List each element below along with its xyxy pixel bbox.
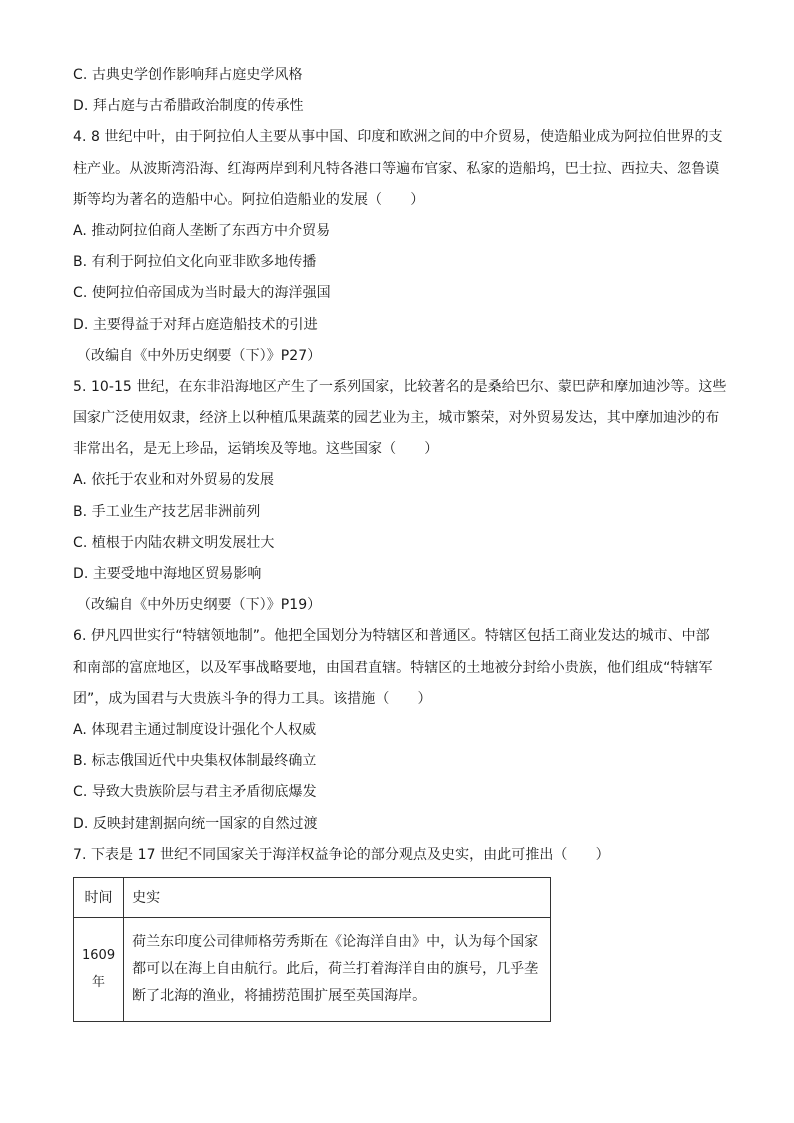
history-table	[73, 877, 551, 1022]
q6-stem-line-3: 团”，成为国君与大贵族斗争的得力工具。该措施（ ）	[73, 690, 432, 707]
q6-option-c: C. 导致大贵族阶层与君主矛盾彻底爆发	[73, 784, 317, 801]
q5-option-a: A. 依托于农业和对外贸易的发展	[73, 472, 275, 489]
q3-option-c: C. 古典史学创作影响拜占庭史学风格	[73, 67, 303, 83]
q6-stem-line-2: 和南部的富庶地区，以及军事战略要地，由国君直辖。特辖区的土地被分封给小贵族，他们组成“特辖军	[73, 659, 713, 676]
q5-stem-line-1: 5. 10-15 世纪，在东非沿海地区产生了一系列国家，比较著名的是桑给巴尔、蒙巴萨和摩加迪沙等。这些	[73, 378, 727, 395]
q4-option-d: D. 主要得益于对拜占庭造船技术的引进	[73, 316, 318, 333]
q5-source-note: （改编自《中外历史纲要（下）》P19）	[77, 597, 322, 614]
q5-option-d: D. 主要受地中海地区贸易影响	[73, 566, 262, 582]
q4-option-c: C. 使阿拉伯帝国成为当时最大的海洋强国	[73, 285, 331, 302]
q6-option-b: B. 标志俄国近代中央集权体制最终确立	[73, 753, 317, 770]
q4-source-note: （改编自《中外历史纲要（下）》P27）	[77, 347, 322, 364]
q4-option-b: B. 有利于阿拉伯文化向亚非欧多地传播	[73, 254, 317, 271]
row-facts-line: 都可以在海上自由航行。此后，荷兰打着海洋自由的旗号，几乎垄	[132, 960, 539, 977]
row-facts	[124, 917, 551, 1021]
q5-stem-line-3: 非常出名，是无上珍品，运销埃及等地。这些国家（ ）	[73, 441, 439, 458]
q5-option-b: B. 手工业生产技艺居非洲前列	[73, 503, 261, 520]
row-year	[74, 917, 124, 1021]
row-facts-line: 荷兰东印度公司律师格劳秀斯在《论海洋自由》中，认为每个国家	[132, 933, 539, 950]
table-row	[74, 917, 551, 1021]
q4-stem-line-2: 柱产业。从波斯湾沿海、红海两岸到利凡特各港口等遍布官家、私家的造船坞，巴士拉、西拉夫、忽鲁谟	[73, 160, 720, 177]
q5-option-c: C. 植根于内陆农耕文明发展壮大	[73, 534, 275, 551]
q4-option-a: A. 推动阿拉伯商人垄断了东西方中介贸易	[73, 222, 331, 239]
document-page	[73, 60, 727, 1022]
q5-stem-line-2: 国家广泛使用奴隶，经济上以种植瓜果蔬菜的园艺业为主，城市繁荣，对外贸易发达，其中摩加迪沙的布	[73, 410, 720, 427]
row-facts-line: 断了北海的渔业，将捕捞范围扩展至英国海岸。	[132, 987, 427, 1004]
q4-stem-line-1: 4. 8 世纪中叶，由于阿拉伯人主要从事中国、印度和欧洲之间的中介贸易，使造船业成为阿拉伯世界的支	[73, 129, 723, 146]
q6-option-d: D. 反映封建割据向统一国家的自然过渡	[73, 815, 318, 832]
q6-option-a: A. 体现君主通过制度设计强化个人权威	[73, 721, 317, 738]
header-time: 时间	[74, 877, 124, 917]
q4-stem-line-3: 斯等均为著名的造船中心。阿拉伯造船业的发展（ ）	[73, 191, 425, 208]
q6-stem-line-1: 6. 伊凡四世实行“特辖领地制”。他把全国划分为特辖区和普通区。特辖区包括工商业发达的城市、中部	[73, 628, 710, 645]
q7-stem: 7. 下表是 17 世纪不同国家关于海洋权益争论的部分观点及史实，由此可推出（ ）	[73, 846, 610, 863]
table-header-row	[74, 877, 551, 917]
q3-option-d: D. 拜占庭与古希腊政治制度的传承性	[73, 98, 304, 115]
row-year-line: 1609	[82, 948, 116, 964]
row-year-line: 年	[92, 975, 106, 991]
header-facts: 史实	[124, 877, 551, 917]
